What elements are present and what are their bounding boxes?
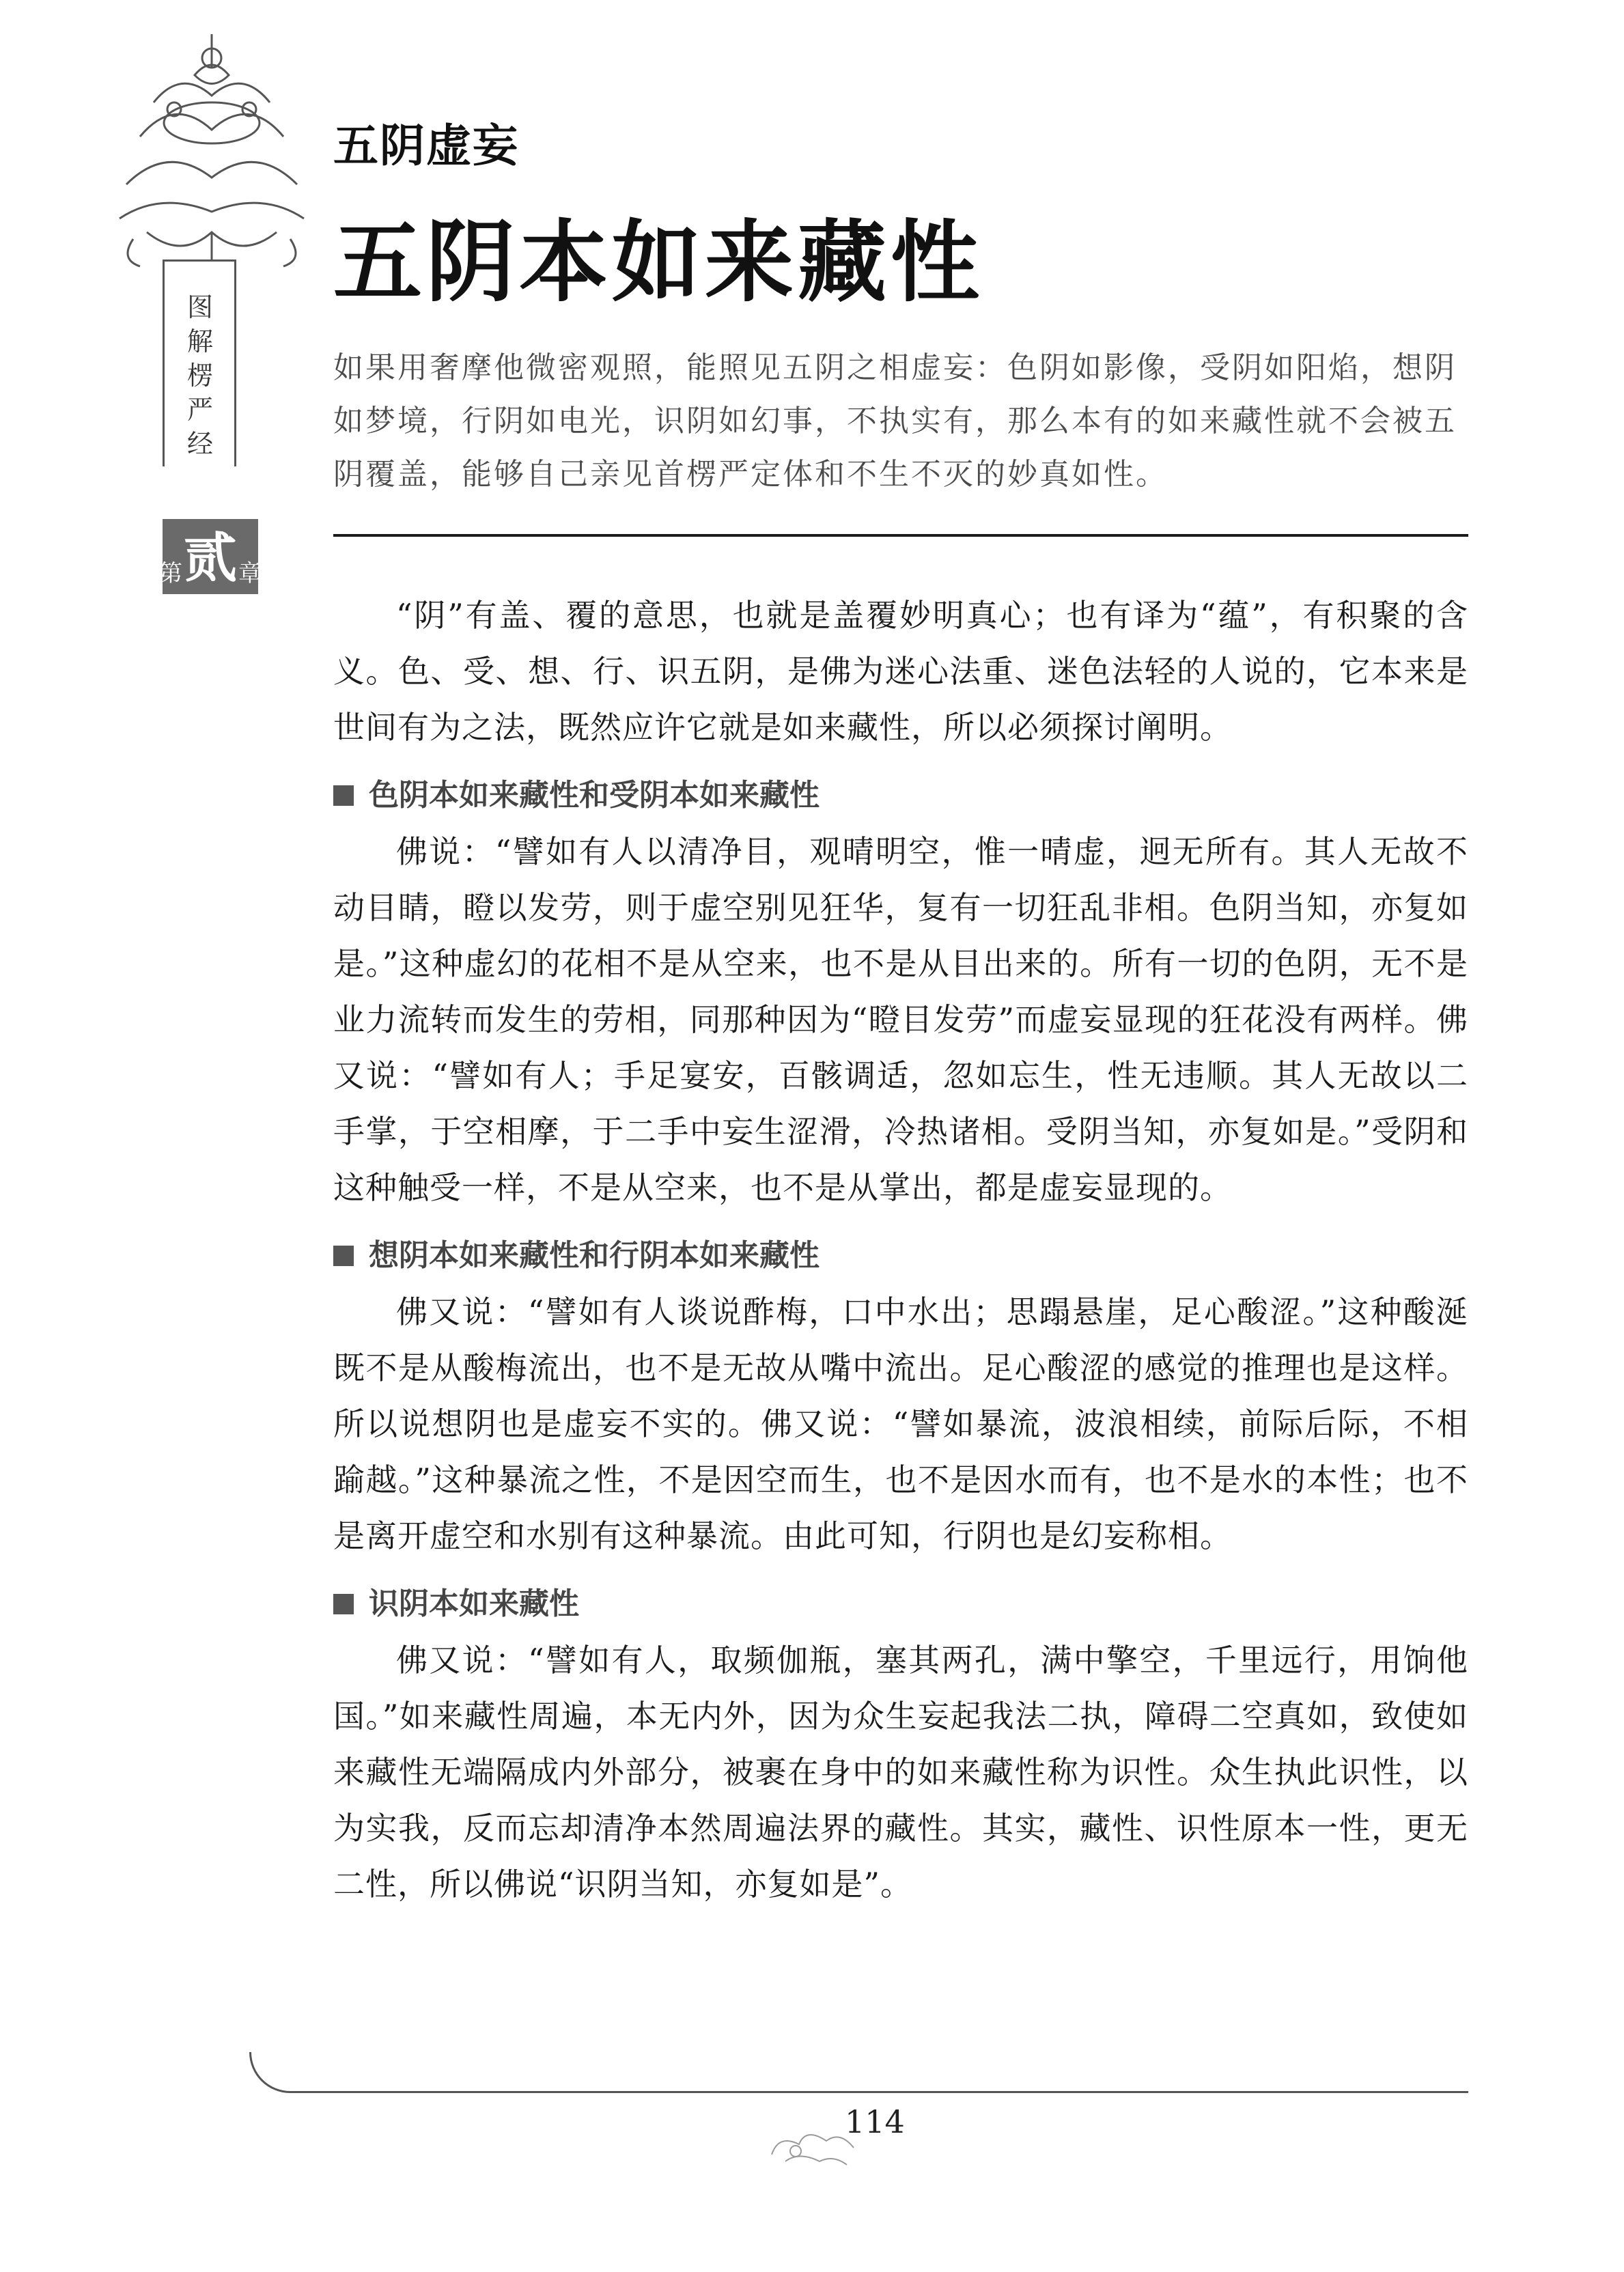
chapter-badge	[159, 519, 262, 594]
intro-paragraph: “阴”有盖、覆的意思，也就是盖覆妙明真心；也有译为“蕴”，有积聚的含义。色、受、想、行、识五阴，是佛为迷心法重、迷色法轻的人说的，它本来是世间有为之法，既然应许它就是如来藏性，所以必须探讨阐明。	[333, 597, 1468, 746]
section-heading-text: 识阴本如来藏性	[369, 1586, 579, 1621]
chapter-number: 贰	[184, 528, 238, 589]
page-footer-rule	[249, 2052, 1468, 2093]
section-paragraph: 佛又说：“譬如有人谈说酢梅，口中水出；思蹋悬崖，足心酸涩。”这种酸涎既不是从酸梅流出，也不是无故从嘴中流出。足心酸涩的感觉的推理也是这样。所以说想阴也是虚妄不实的。佛又说：“譬如暴流，波浪相续，前际后际，不相踰越。”这种暴流之性，不是因空而生，也不是因水而有，也不是水的本性；也不是离开虚空和水别有这种暴流。由此可知，行阴也是幻妄称相。	[333, 1293, 1468, 1554]
bullet-square-icon	[333, 785, 354, 806]
chapter-suffix: 章	[238, 560, 262, 587]
title-divider	[333, 534, 1468, 537]
section-heading	[333, 1232, 1468, 1280]
section-paragraph: 佛又说：“譬如有人，取频伽瓶，塞其两孔，满中擎空，千里远行，用饷他国。”如来藏性周遍，本无内外，因为众生妄起我法二执，障碍二空真如，致使如来藏性无端隔成内外部分，被裹在身中的如来藏性称为识性。众生执此识性，以为实我，反而忘却清净本然周遍法界的藏性。其实，藏性、识性原本一性，更无二性，所以佛说“识阴当知，亦复如是”。	[333, 1642, 1468, 1903]
page-number: 114	[845, 2103, 905, 2140]
bullet-square-icon	[333, 1246, 354, 1266]
summary-text: 如果用奢摩他微密观照，能照见五阴之相虚妄：色阴如影像，受阴如阳焰，想阴如梦境，行阴如电光，识阴如幻事，不执实有，那么本有的如来藏性就不会被五阴覆盖，能够自己亲见首楞严定体和不生不灭的妙真如性。	[333, 350, 1457, 492]
section-heading	[333, 1580, 1468, 1628]
section-paragraph: 佛说：“譬如有人以清净目，观晴明空，惟一晴虚，迥无所有。其人无故不动目睛，瞪以发劳，则于虚空别见狂华，复有一切狂乱非相。色阴当知，亦复如是。”这种虚幻的花相不是从空来，也不是从目出来的。所有一切的色阴，无不是业力流转而发生的劳相，同那种因为“瞪目发劳”而虚妄显现的狂花没有两样。佛又说：“譬如有人；手足宴安，百骸调适，忽如忘生，性无违顺。其人无故以二手掌，于空相摩，于二手中妄生涩滑，冷热诸相。受阴当知，亦复如是。”受阴和这种触受一样，不是从空来，也不是从掌出，都是虚妄显现的。	[333, 833, 1468, 1206]
section-heading-text: 想阴本如来藏性和行阴本如来藏性	[369, 1238, 820, 1273]
section-heading	[333, 772, 1468, 819]
page-title: 五阴本如来藏性	[333, 210, 984, 314]
bullet-square-icon	[333, 1594, 354, 1614]
section-heading-text: 色阴本如来藏性和受阴本如来藏性	[369, 778, 820, 813]
book-title: 图解楞严经	[186, 292, 213, 459]
chapter-prefix: 第	[159, 560, 182, 587]
section-subtitle: 五阴虚妄	[333, 120, 519, 172]
main-content	[333, 587, 1468, 1912]
